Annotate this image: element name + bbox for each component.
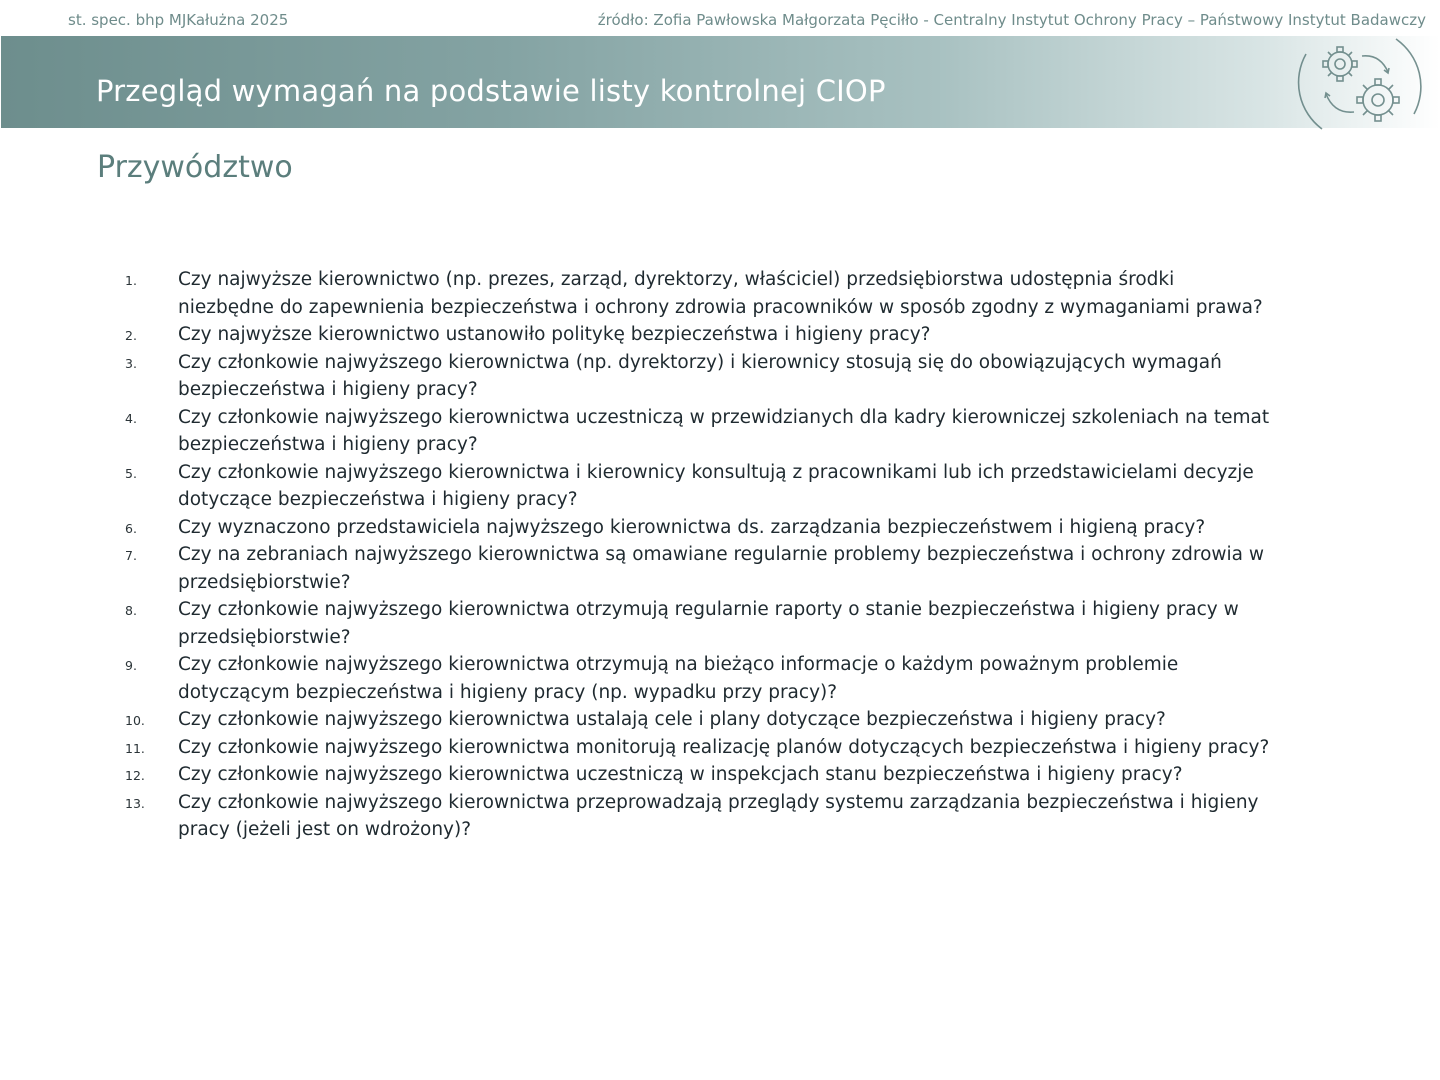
checklist-item	[125, 789, 1275, 844]
item-number: 1.	[125, 273, 137, 288]
checklist-item	[125, 404, 1275, 459]
item-number: 6.	[125, 520, 137, 536]
author-label: st. spec. bhp MJKałużna 2025	[68, 11, 289, 29]
checklist-item	[125, 596, 1275, 651]
checklist-item	[125, 266, 1275, 321]
item-text: Czy na zebraniach najwyższego kierownictwa są omawiane regularnie problemy bezpieczeństwa i ochrony zdrowia w przedsiębiorstwie?	[178, 544, 1265, 593]
checklist-item	[125, 541, 1275, 596]
item-number: 12.	[125, 768, 145, 783]
item-number: 2.	[125, 328, 137, 343]
item-text: Czy wyznaczono przedstawiciela najwyższego kierownictwa ds. zarządzania bezpieczeństwem i higieną pracy?	[178, 516, 1206, 538]
checklist	[125, 266, 1275, 844]
gears-icon	[1292, 34, 1426, 134]
checklist-item	[125, 734, 1275, 762]
item-number: 5.	[125, 465, 137, 481]
item-number: 3.	[125, 355, 137, 371]
item-text: Czy najwyższe kierownictwo ustanowiło politykę bezpieczeństwa i higieny pracy?	[178, 324, 931, 345]
checklist-item	[125, 651, 1275, 706]
checklist-item	[125, 349, 1275, 404]
item-number: 9.	[125, 658, 137, 673]
item-text: Czy członkowie najwyższego kierownictwa uczestniczą w przewidzianych dla kadry kierowniczej szkoleniach na temat bezpieczeństwa i higieny pracy?	[178, 406, 1270, 455]
item-number: 10.	[125, 713, 145, 728]
checklist-item	[125, 321, 1275, 349]
source-label: źródło: Zofia Pawłowska Małgorzata Pęciłło - Centralny Instytut Ochrony Pracy – Państwowy Instytut Badawczy	[597, 11, 1426, 29]
item-text: Czy członkowie najwyższego kierownictwa przeprowadzają przeglądy systemu zarządzania bezpieczeństwa i higieny pracy (jeżeli jest on wdrożony)?	[178, 791, 1259, 840]
item-text: Czy członkowie najwyższego kierownictwa (np. dyrektorzy) i kierownicy stosują się do obowiązujących wymagań bezpieczeństwa i higieny pracy?	[178, 351, 1222, 400]
item-number: 13.	[125, 795, 145, 811]
slide-header	[0, 0, 1440, 36]
checklist-item	[125, 706, 1275, 734]
slide-title: Przegląd wymagań na podstawie listy kontrolnej CIOP	[96, 74, 886, 108]
checklist-item	[125, 514, 1275, 542]
title-banner	[1, 36, 1440, 128]
item-text: Czy członkowie najwyższego kierownictwa monitorują realizację planów dotyczących bezpieczeństwa i higieny pracy?	[178, 736, 1270, 758]
item-text: Czy członkowie najwyższego kierownictwa ustalają cele i plany dotyczące bezpieczeństwa i higieny pracy?	[178, 709, 1166, 730]
item-text: Czy członkowie najwyższego kierownictwa i kierownicy konsultują z pracownikami lub ich przedstawicielami decyzje dotyczące bezpieczeństwa i higieny pracy?	[178, 461, 1254, 510]
item-text: Czy najwyższe kierownictwo (np. prezes, zarząd, dyrektorzy, właściciel) przedsiębiorstwa udostępnia środki niezbędne do zapewnienia bezpieczeństwa i ochrony zdrowia pracowników w sposób zgodny z wymaganiami prawa?	[178, 269, 1263, 318]
item-number: 7.	[125, 548, 137, 563]
section-title: Przywództwo	[97, 150, 293, 185]
checklist-item	[125, 761, 1275, 789]
item-number: 11.	[125, 740, 145, 756]
item-number: 8.	[125, 603, 137, 618]
item-number: 4.	[125, 410, 137, 426]
checklist-item	[125, 459, 1275, 514]
item-text: Czy członkowie najwyższego kierownictwa otrzymują na bieżąco informacje o każdym poważnym problemie dotyczącym bezpieczeństwa i higieny pracy (np. wypadku przy pracy)?	[178, 654, 1179, 703]
item-text: Czy członkowie najwyższego kierownictwa uczestniczą w inspekcjach stanu bezpieczeństwa i higieny pracy?	[178, 764, 1183, 785]
item-text: Czy członkowie najwyższego kierownictwa otrzymują regularnie raporty o stanie bezpieczeństwa i higieny pracy w przedsiębiorstwie?	[178, 599, 1239, 648]
